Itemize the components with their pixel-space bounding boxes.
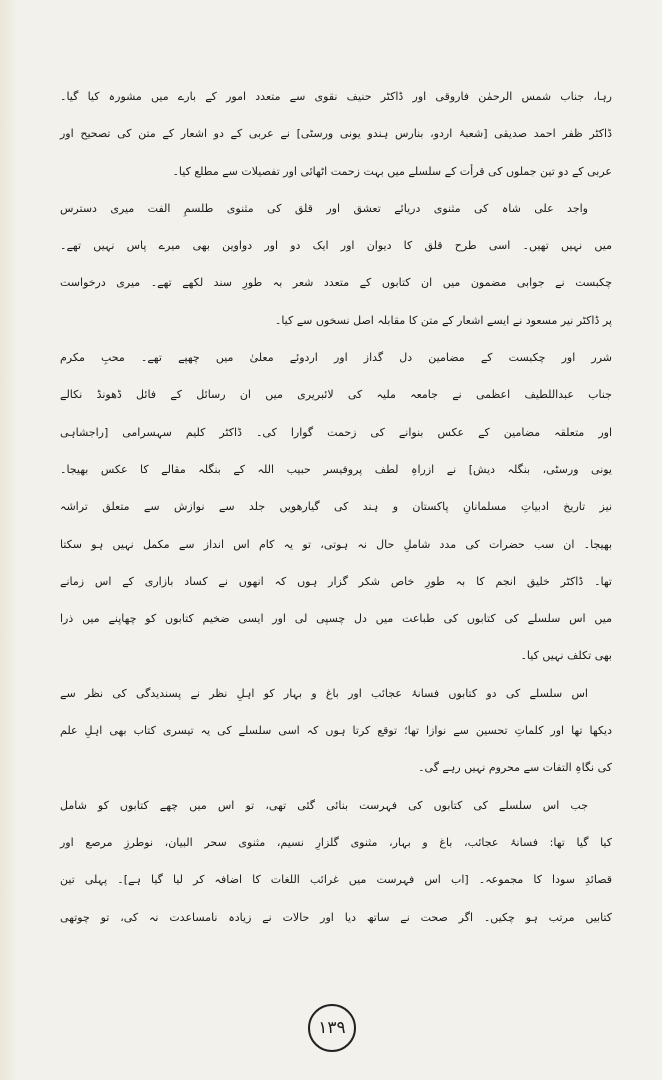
text-line: پر ڈاکٹر نیر مسعود نے ایسے اشعار کے متن کا مقابلہ اصل نسخوں سے کیا۔: [274, 313, 612, 327]
text-line: میں اس سلسلے کی کتابوں کی طباعت میں دل چسپی لی اور ایسی ضخیم کتابوں کو چھاپنے میں ذرا: [60, 612, 612, 626]
text-line: کی نگاہِ التفات سے محروم نہیں رہے گی۔: [418, 761, 612, 775]
text-line: شرر اور چکبست کے مضامین دل گداز اور اردوئے معلیٰ میں چھپے تھے۔ محبِ مکرم: [60, 351, 612, 365]
text-line: بھی تکلف نہیں کیا۔: [520, 649, 612, 663]
text-line: میں نہیں تھیں۔ اسی طرح قلق کا دیوان اور ایک دو اور دواوین بھی میرے پاس نہیں تھے۔: [60, 239, 612, 253]
page-edge: [0, 0, 18, 1080]
text-line: رہا، جناب شمس الرحمٰن فاروقی اور ڈاکٹر حنیف نقوی سے متعدد امور کے بارے میں مشورہ کیا گیا۔: [60, 90, 612, 103]
text-line: اور متعلقہ مضامین کے عکس بنوانے کی زحمت گوارا کی۔ ڈاکٹر کلیم سہسرامی [راجشاہی: [60, 425, 612, 439]
page-number: ١٣٩: [308, 1004, 356, 1052]
page-body-text: [60, 78, 612, 936]
text-line: یونی ورسٹی، بنگلہ دیش] نے ازراہِ لطف پروفیسر حبیب اللہ کے بنگلہ مقالے کا عکس بھیجا۔: [60, 462, 612, 476]
text-line: جب اس سلسلے کی کتابوں کی فہرست بنائی گئی تھی، تو اس میں چھے کتابوں کو شامل: [60, 798, 588, 812]
text-line: عربی کے دو تین جملوں کی قرأت کے سلسلے میں بہت زحمت اٹھائی اور تفصیلات سے مطلع کیا۔: [172, 164, 612, 178]
text-line: جناب عبداللطیف اعظمی نے جامعہ ملیہ کی لائبریری میں ان رسائل کے فائل ڈھونڈ نکالے: [60, 388, 612, 402]
text-line: واجد علی شاہ کی مثنوی دریائے تعشق اور قلق کی مثنوی طلسمِ الفت میری دسترس: [60, 201, 588, 215]
text-line: نیز تاریخ ادبیاتِ مسلمانانِ پاکستان و ہند کی گیارھویں جلد سے نوازش سے متعلق تراشہ: [60, 500, 612, 514]
text-line: دیکھا تھا اور کلماتِ تحسین سے نوازا تھا؛ توقع کرتا ہوں کہ اسی سلسلے کی یہ تیسری کتاب بھی اہلِ علم: [60, 724, 612, 738]
text-line: کیا گیا تھا: فسانۂ عجائب، باغ و بہار، مثنوی گلزارِ نسیم، مثنوی سحر البیان، نوطرزِ مرصع اور: [60, 835, 612, 849]
text-line: تھا۔ ڈاکٹر خلیق انجم کا بہ طورِ خاص شکر گزار ہوں کہ انھوں نے کساد بازاری کے اس زمانے: [60, 574, 612, 588]
text-line: کتابیں مرتب ہو چکیں۔ اگر صحت نے ساتھ دیا اور حالات نے زیادہ نامساعدت نہ کی، تو چوتھی: [60, 910, 612, 924]
text-line: ڈاکٹر ظفر احمد صدیقی [شعبۂ اردو، بنارس ہندو یونی ورسٹی] نے عربی کے دو اشعار کے متن کی تصحیح اور: [60, 127, 612, 141]
text-line: بھیجا۔ ان سب حضرات کی مدد شاملِ حال نہ ہوتی، تو یہ کام اس انداز سے مکمل نہیں ہو سکتا: [60, 537, 612, 551]
text-line: قصائدِ سودا کا مجموعہ۔ [اب اس فہرست میں غرائب اللغات کا اضافہ کر لیا گیا ہے]۔ پہلی تین: [60, 873, 612, 887]
text-line: چکبست نے جوابی مضمون میں ان کتابوں کے متعدد شعر بہ طورِ سند لکھے تھے۔ میری درخواست: [60, 276, 612, 290]
text-line: اس سلسلے کی دو کتابوں فسانۂ عجائب اور باغ و بہار کو اہلِ نظر نے پسندیدگی کی نظر سے: [60, 686, 588, 700]
